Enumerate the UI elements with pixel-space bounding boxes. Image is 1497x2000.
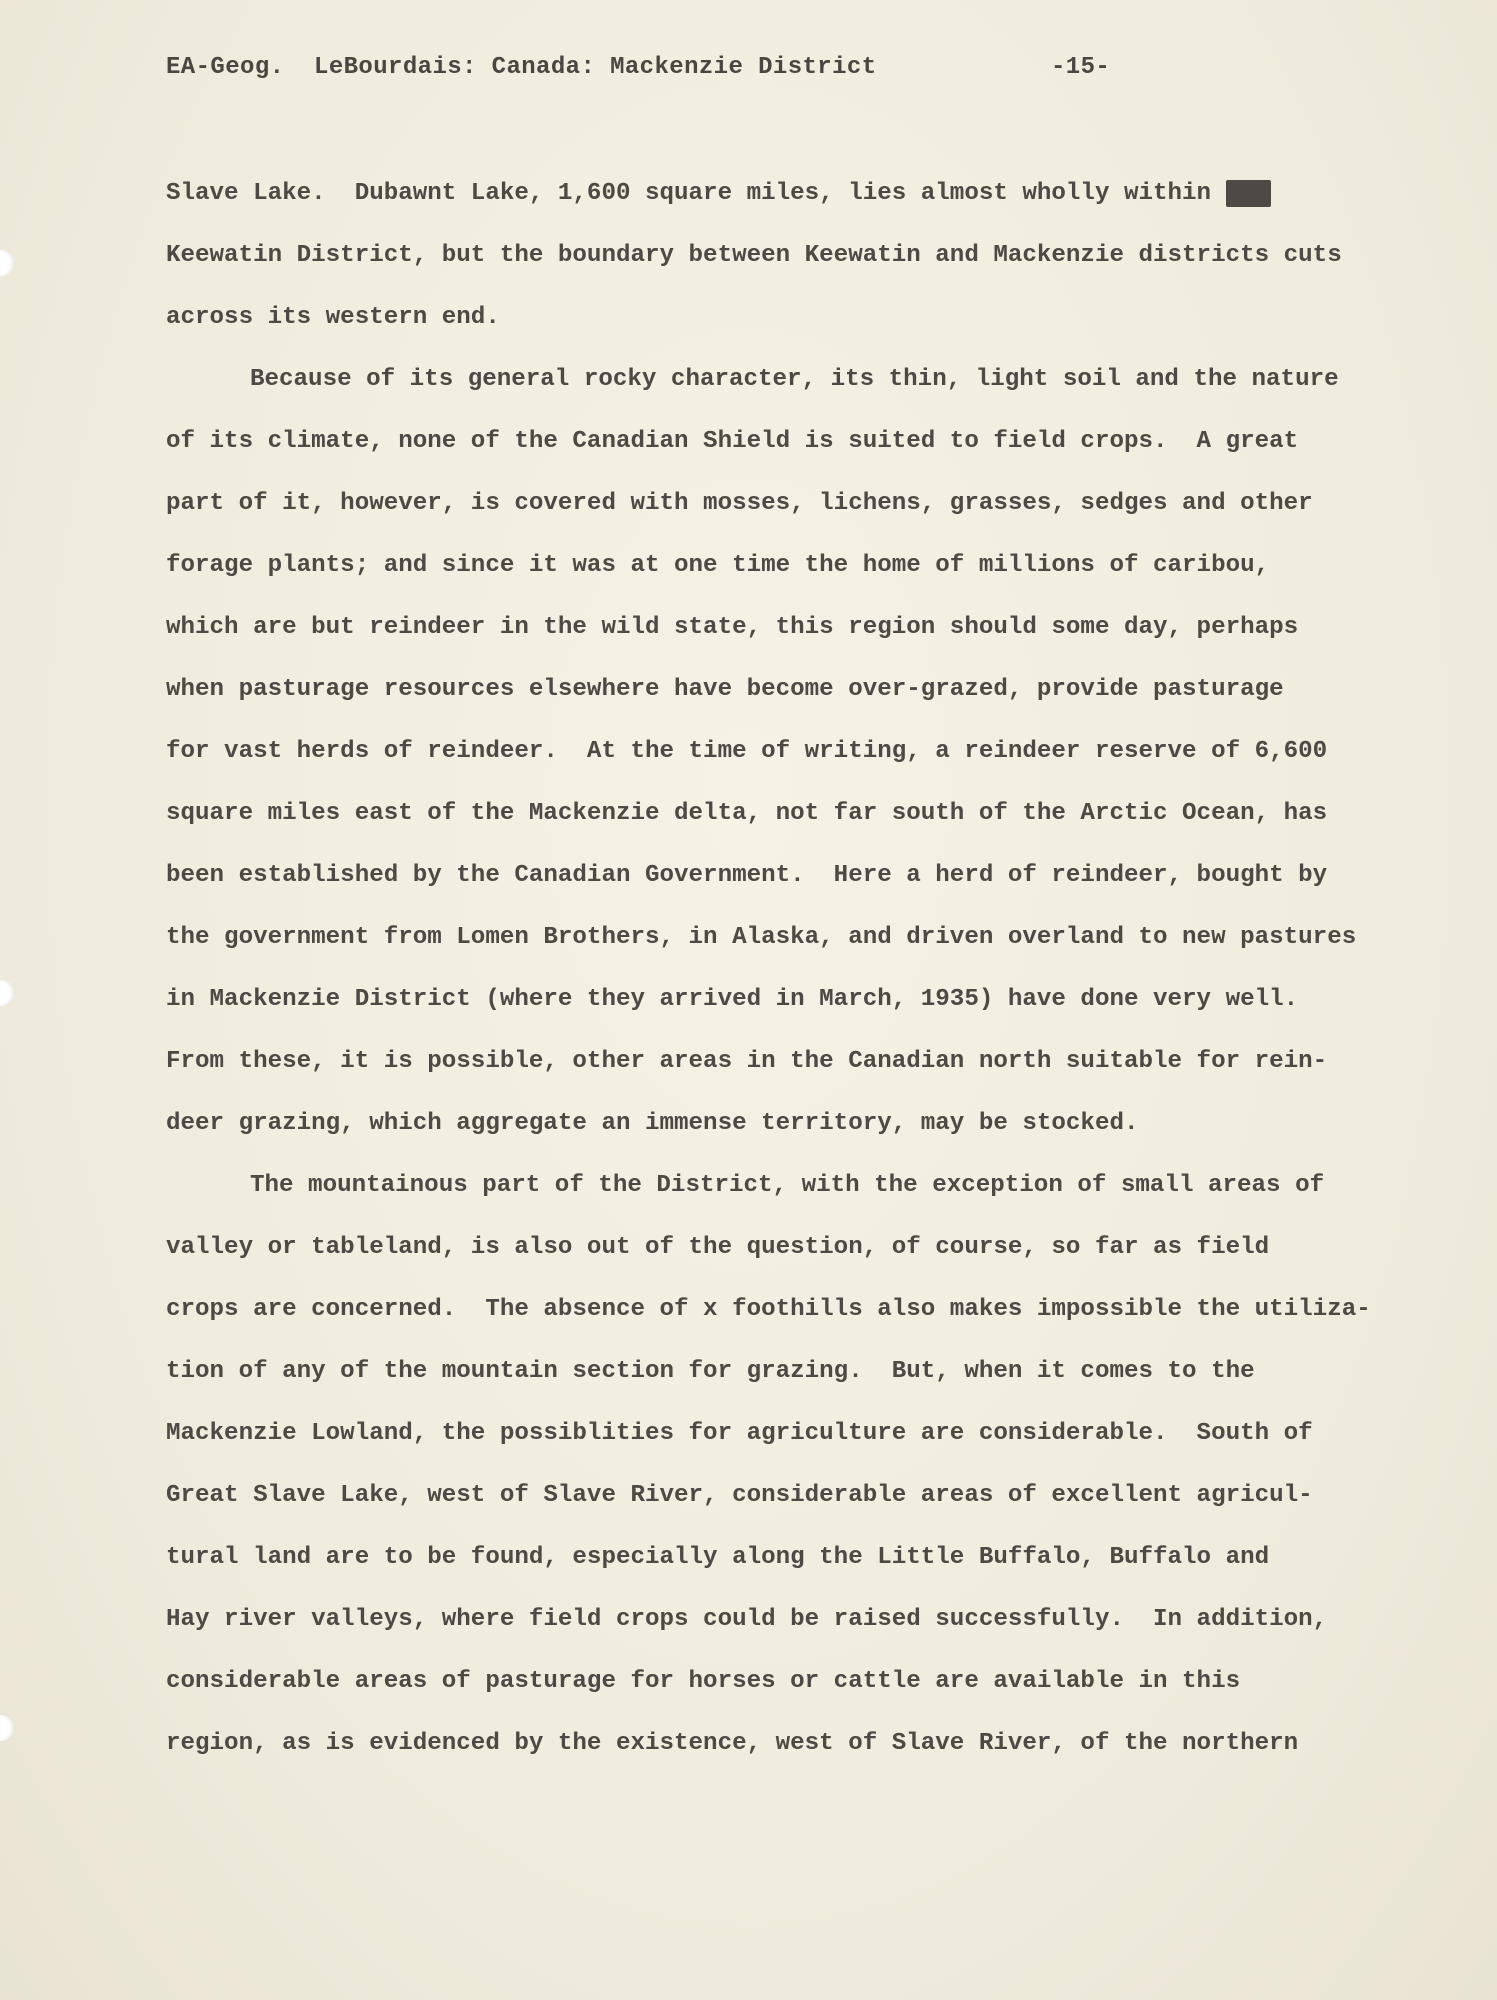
- text-line: deer grazing, which aggregate an immense territory, may be stocked.: [166, 1110, 1139, 1137]
- text-line: Keewatin District, but the boundary between Keewatin and Mackenzie districts cuts: [166, 242, 1342, 269]
- punch-hole: [0, 1715, 14, 1741]
- text-line: tural land are to be found, especially along the Little Buffalo, Buffalo and: [166, 1544, 1270, 1571]
- text-line: been established by the Canadian Government. Here a herd of reindeer, bought by: [166, 862, 1328, 889]
- text-line: crops are concerned. The absence of x foothills also makes impossible the utiliza-: [166, 1296, 1371, 1323]
- text-line: Great Slave Lake, west of Slave River, considerable areas of excellent agricul-: [166, 1482, 1313, 1509]
- text-line: Mackenzie Lowland, the possiblities for agriculture are considerable. South of: [166, 1420, 1313, 1447]
- text-line: the government from Lomen Brothers, in Alaska, and driven overland to new pastures: [166, 924, 1357, 951]
- text-line: region, as is evidenced by the existence, west of Slave River, of the northern: [166, 1730, 1299, 1757]
- text-line: in Mackenzie District (where they arrived in March, 1935) have done very well.: [166, 986, 1299, 1013]
- page-number: -15-: [1051, 54, 1111, 81]
- text-line: forage plants; and since it was at one time the home of millions of caribou,: [166, 552, 1270, 579]
- punch-hole: [0, 250, 14, 276]
- text-line: of its climate, none of the Canadian Shield is suited to field crops. A great: [166, 428, 1299, 455]
- text-line: across its western end.: [166, 304, 500, 331]
- header-title: EA-Geog. LeBourdais: Canada: Mackenzie District: [166, 54, 877, 81]
- text-line: valley or tableland, is also out of the question, of course, so far as field: [166, 1234, 1270, 1261]
- text-line: considerable areas of pasturage for horses or cattle are available in this: [166, 1668, 1241, 1695]
- page-header: [166, 54, 1166, 90]
- body-text: [166, 176, 1416, 1788]
- text-line: [166, 176, 1416, 238]
- text-line: which are but reindeer in the wild state, this region should some day, perhaps: [166, 614, 1299, 641]
- text-line: for vast herds of reindeer. At the time of writing, a reindeer reserve of 6,600: [166, 738, 1328, 765]
- text-line: Hay river valleys, where field crops could be raised successfully. In addition,: [166, 1606, 1328, 1633]
- paragraph-first-line: The mountainous part of the District, with the exception of small areas of: [250, 1172, 1325, 1199]
- struck-out-text: [1226, 180, 1272, 207]
- text-line: From these, it is possible, other areas in the Canadian north suitable for rein-: [166, 1048, 1328, 1075]
- paragraph-first-line: Because of its general rocky character, its thin, light soil and the nature: [250, 366, 1339, 393]
- text-line: tion of any of the mountain section for grazing. But, when it comes to the: [166, 1358, 1255, 1385]
- punch-hole: [0, 980, 14, 1006]
- text-line: part of it, however, is covered with mosses, lichens, grasses, sedges and other: [166, 490, 1313, 517]
- text-line: when pasturage resources elsewhere have become over-grazed, provide pasturage: [166, 676, 1284, 703]
- text-line-content: Slave Lake. Dubawnt Lake, 1,600 square miles, lies almost wholly within: [166, 180, 1226, 207]
- text-line: square miles east of the Mackenzie delta, not far south of the Arctic Ocean, has: [166, 800, 1328, 827]
